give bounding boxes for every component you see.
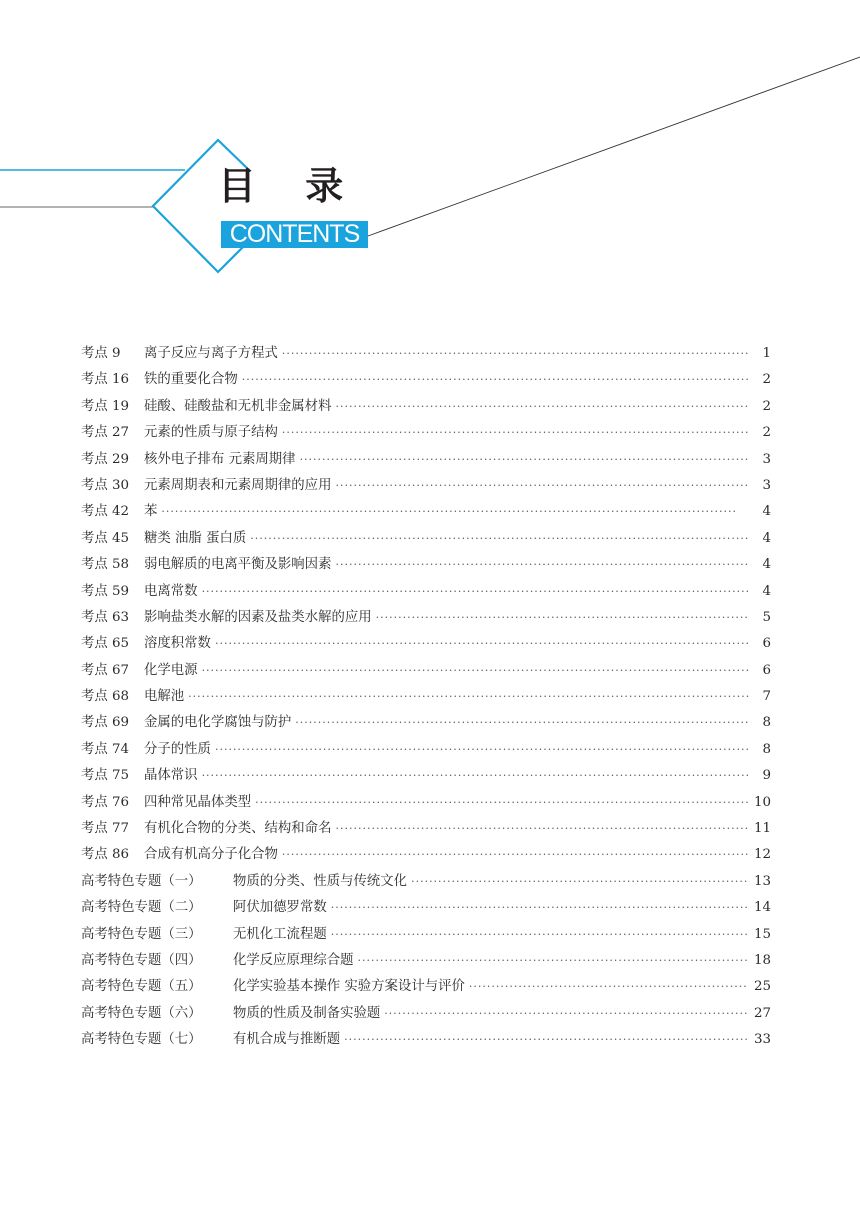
toc-entry-page: 27 [753, 1005, 771, 1021]
toc-entry-page: 7 [762, 689, 771, 705]
toc-entry[interactable] [81, 500, 771, 526]
dot-leader [331, 928, 748, 941]
toc-entry-title: 苯 [144, 504, 158, 520]
toc-entry-title: 元素的性质与原子结构 [144, 425, 278, 441]
toc-entry[interactable] [81, 1002, 771, 1028]
toc-entry-label: 考点 76 [81, 794, 130, 810]
dot-leader [215, 743, 749, 756]
toc-entry-label: 考点 58 [81, 557, 130, 573]
toc-entry-label: 考点 9 [81, 346, 121, 361]
dot-leader [188, 690, 749, 703]
toc-entry-page: 4 [762, 530, 771, 546]
toc-entry[interactable] [81, 342, 771, 368]
toc-entry-page: 8 [762, 715, 771, 731]
toc-entry-title: 化学电源 [144, 662, 198, 678]
toc-entry-label: 考点 86 [81, 847, 130, 863]
toc-entry-label: 考点 77 [81, 821, 130, 837]
dot-leader [335, 479, 749, 492]
toc-entry-title: 金属的电化学腐蚀与防护 [144, 715, 292, 731]
toc-entry-page: 4 [762, 583, 771, 599]
toc-entry-title: 合成有机高分子化合物 [144, 847, 278, 863]
dot-leader [376, 611, 749, 624]
toc-entry-label: 高考特色专题（一） [81, 873, 202, 889]
dot-leader [295, 716, 749, 729]
toc-entry-label: 高考特色专题（六） [81, 1005, 202, 1021]
toc-entry-label: 考点 16 [81, 372, 130, 388]
toc-entry-label: 考点 68 [81, 689, 130, 705]
toc-entry-page: 3 [762, 477, 771, 493]
dot-leader [384, 1007, 748, 1020]
toc-entry-title: 影响盐类水解的因素及盐类水解的应用 [144, 609, 372, 625]
toc-entry-title: 晶体常识 [144, 768, 198, 784]
toc-entry-title: 化学反应原理综合题 [233, 952, 354, 968]
toc-entry[interactable] [81, 870, 771, 896]
toc-entry-title: 物质的分类、性质与传统文化 [233, 873, 408, 889]
toc-entry-title: 有机化合物的分类、结构和命名 [144, 821, 332, 837]
toc-entry[interactable] [81, 738, 771, 764]
toc-entry[interactable] [81, 764, 771, 790]
toc-entry-page: 4 [762, 557, 771, 573]
toc-entry-title: 四种常见晶体类型 [144, 794, 252, 810]
toc-entry-label: 考点 63 [81, 609, 130, 625]
toc-entry-label: 考点 59 [81, 583, 130, 599]
toc-entry-title: 离子反应与离子方程式 [144, 346, 278, 361]
dot-leader [255, 796, 748, 809]
toc-entry-title: 糖类 油脂 蛋白质 [144, 530, 247, 546]
toc-entry-title: 弱电解质的电离平衡及影响因素 [144, 557, 332, 573]
dot-leader [335, 558, 749, 571]
toc-entry-title: 铁的重要化合物 [144, 372, 238, 388]
toc-entry-page: 5 [762, 609, 771, 625]
toc-entry[interactable] [81, 580, 771, 606]
toc-entry-page: 6 [762, 662, 771, 678]
toc-entry-page: 25 [753, 979, 771, 995]
toc-entry-label: 考点 75 [81, 768, 130, 784]
toc-entry-label: 考点 45 [81, 530, 130, 546]
toc-entry-page: 3 [762, 451, 771, 467]
toc-entry-title: 元素周期表和元素周期律的应用 [144, 477, 332, 493]
dot-leader [202, 585, 749, 598]
toc-entry-title: 核外电子排布 元素周期律 [144, 451, 296, 467]
dot-leader [300, 453, 749, 466]
toc-entry[interactable] [81, 606, 771, 632]
toc-entry-page: 15 [753, 926, 771, 942]
toc-entry[interactable] [81, 1028, 771, 1054]
toc-entry-page: 6 [762, 636, 771, 652]
toc-entry-label: 考点 30 [81, 477, 130, 493]
dot-leader [242, 373, 749, 386]
toc-entry[interactable] [81, 527, 771, 553]
toc-entry-label: 考点 74 [81, 741, 130, 757]
dot-leader [202, 769, 749, 782]
toc-entry-title: 溶度积常数 [144, 636, 211, 652]
toc-entry-page: 10 [753, 794, 771, 810]
toc-entry-page: 14 [753, 900, 771, 916]
toc-entry-page: 18 [753, 952, 771, 968]
toc-entry-page: 12 [753, 847, 771, 863]
page-title: 目 录 [218, 164, 362, 208]
toc-entry-page: 2 [762, 398, 771, 414]
toc-entry-label: 考点 29 [81, 451, 130, 467]
dot-leader [282, 426, 749, 439]
toc-entry[interactable] [81, 474, 771, 500]
dot-leader [335, 822, 747, 835]
dot-leader [202, 664, 749, 677]
dot-leader [282, 347, 749, 360]
toc-entry-label: 考点 69 [81, 715, 130, 731]
dot-leader [358, 954, 748, 967]
toc-entry-page: 33 [753, 1032, 771, 1048]
toc-entry-label: 考点 27 [81, 425, 130, 441]
toc-entry-title: 阿伏加德罗常数 [233, 900, 327, 916]
toc-entry-title: 电解池 [144, 689, 185, 705]
dot-leader [282, 848, 748, 861]
toc-entry[interactable] [81, 949, 771, 975]
toc-entry-page: 13 [753, 873, 771, 889]
toc-entry-page: 2 [762, 425, 771, 441]
toc-entry-title: 硅酸、硅酸盐和无机非金属材料 [144, 398, 332, 414]
toc-entry-title: 化学实验基本操作 实验方案设计与评价 [233, 979, 465, 995]
toc-entry-label: 高考特色专题（二） [81, 900, 202, 916]
toc-entry[interactable] [81, 923, 771, 949]
toc-entry[interactable] [81, 632, 771, 658]
toc-entry-page: 4 [762, 504, 771, 520]
table-of-contents [81, 342, 771, 1055]
page-subtitle: CONTENTS [221, 221, 368, 248]
dot-leader [331, 901, 748, 914]
toc-entry[interactable] [81, 659, 771, 685]
dot-leader [469, 980, 748, 993]
header-decoration [0, 0, 860, 300]
dot-leader [215, 637, 749, 650]
toc-entry-label: 高考特色专题（七） [81, 1032, 202, 1048]
toc-entry-title: 有机合成与推断题 [233, 1032, 341, 1048]
toc-entry[interactable] [81, 843, 771, 869]
toc-entry-title: 分子的性质 [144, 741, 211, 757]
toc-entry[interactable] [81, 817, 771, 843]
toc-entry-label: 考点 67 [81, 662, 130, 678]
toc-entry-page: 9 [762, 768, 771, 784]
toc-entry-label: 考点 42 [81, 504, 130, 520]
toc-entry[interactable] [81, 553, 771, 579]
dot-leader [161, 505, 749, 518]
toc-entry[interactable] [81, 685, 771, 711]
dot-leader [250, 532, 749, 545]
toc-entry[interactable] [81, 395, 771, 421]
toc-entry[interactable] [81, 791, 771, 817]
toc-entry-page: 1 [762, 346, 771, 361]
toc-entry[interactable] [81, 896, 771, 922]
toc-entry-label: 高考特色专题（三） [81, 926, 202, 942]
toc-entry[interactable] [81, 448, 771, 474]
dot-leader [344, 1033, 748, 1046]
toc-entry-label: 考点 65 [81, 636, 130, 652]
toc-entry-page: 11 [753, 821, 771, 837]
toc-entry-label: 高考特色专题（五） [81, 979, 202, 995]
toc-entry-title: 电离常数 [144, 583, 198, 599]
toc-entry[interactable] [81, 368, 771, 394]
toc-entry-title: 物质的性质及制备实验题 [233, 1005, 381, 1021]
toc-entry-title: 无机化工流程题 [233, 926, 327, 942]
toc-entry-page: 8 [762, 741, 771, 757]
toc-entry[interactable] [81, 421, 771, 447]
toc-entry[interactable] [81, 711, 771, 737]
dot-leader [335, 400, 749, 413]
toc-entry-label: 考点 19 [81, 398, 130, 414]
toc-entry[interactable] [81, 975, 771, 1001]
dot-leader [411, 875, 748, 888]
diagonal-line [368, 57, 860, 236]
toc-entry-label: 高考特色专题（四） [81, 952, 202, 968]
toc-entry-page: 2 [762, 372, 771, 388]
